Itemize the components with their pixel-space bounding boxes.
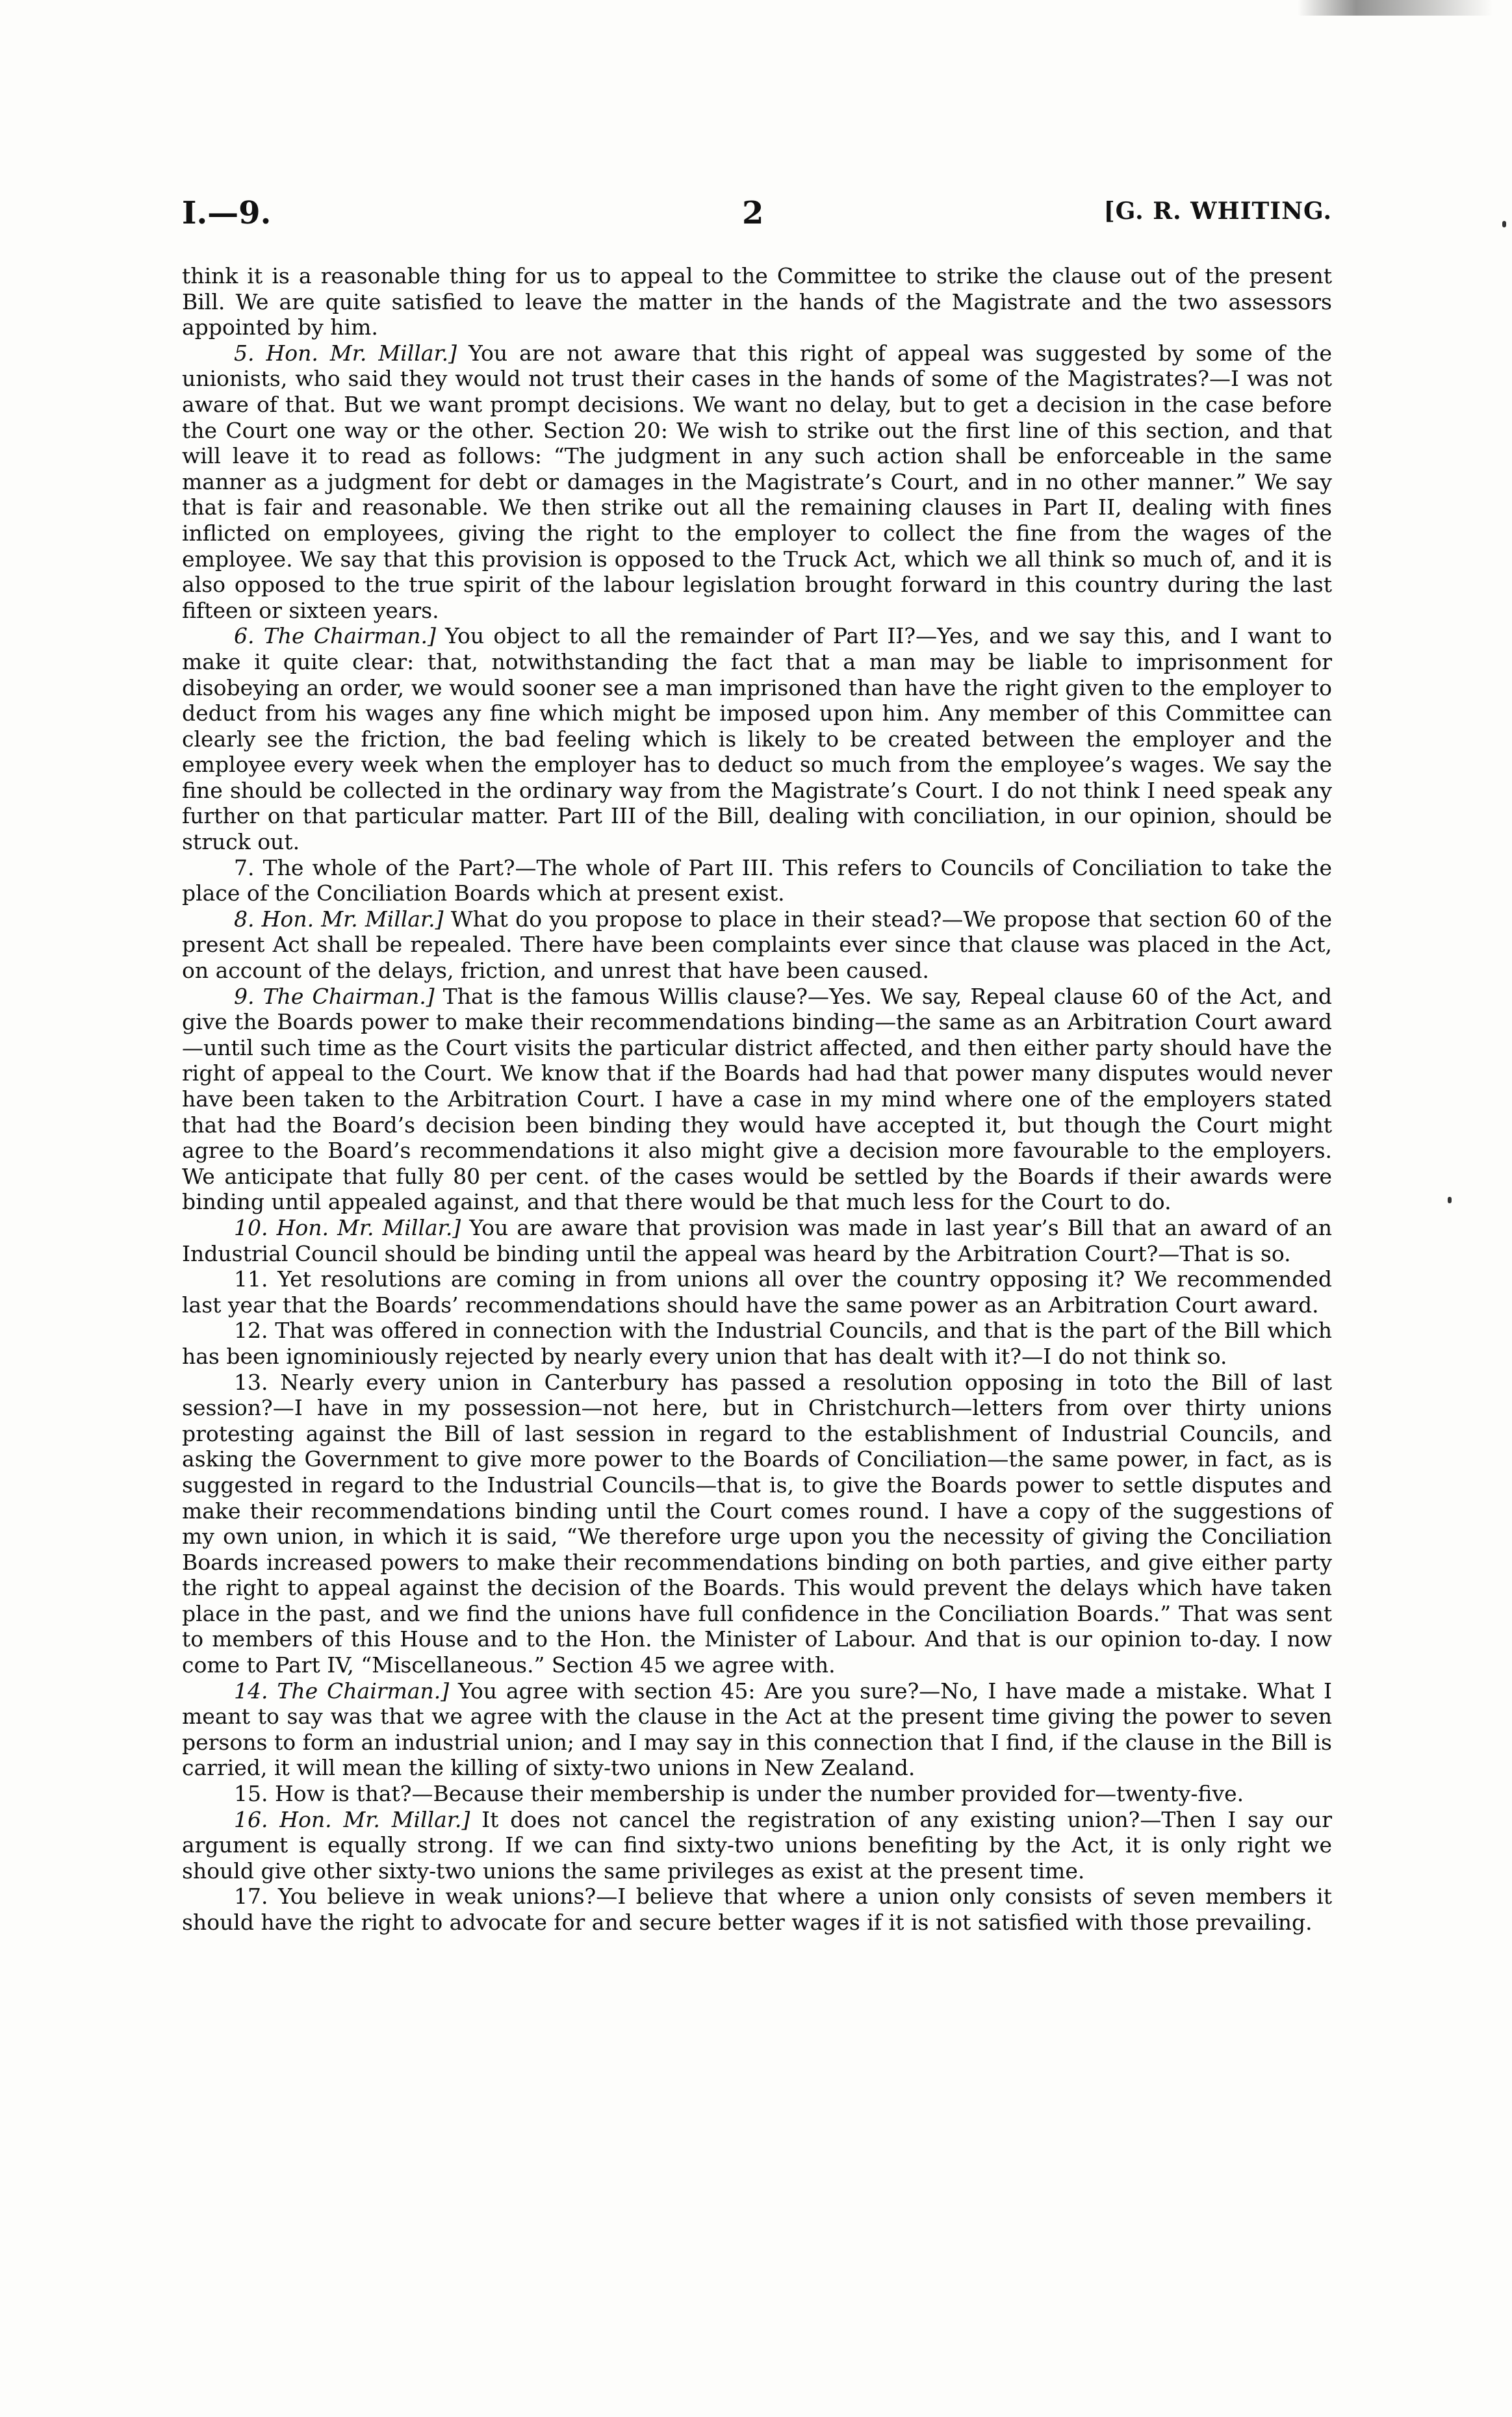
paragraph-17	[182, 1884, 1332, 1935]
paragraph-text: 7. The whole of the Part?—The whole of Part III. This refers to Councils of Conciliation to take the place of the Conciliation Boards which at present exist.	[182, 854, 1332, 906]
paragraph-text: think it is a reasonable thing for us to appeal to the Committee to strike the clause out of the present Bill. We are quite satisfied to leave the matter in the hands of the Magistrate and the two assessors appointed by him.	[182, 263, 1332, 340]
paragraph-text: 13. Nearly every union in Canterbury has passed a resolution opposing in toto the Bill of last session?—I have in my possession—not here, but in Christchurch—letters from over thirty unions protesting against the Bill of last session in regard to the establishment of Industrial Councils, and asking the Government to give more power to the Boards of Conciliation—the same power, in fact, as is suggested in regard to the Industrial Councils—that is, to give the Boards power to settle disputes and make their recommendations binding until the Court comes round. I have a copy of the suggestions of my own union, in which it is said, “We therefore urge upon you the necessity of giving the Conciliation Boards increased powers to make their recommendations binding on both parties, and give either party the right to appeal against the decision of the Boards. This would prevent the delays which have taken place in the past, and we find the unions have full confidence in the Conciliation Boards.” That was sent to members of this House and to the Hon. the Minister of Labour. And that is our opinion to-day. I now come to Part IV, “Miscellaneous.” Section 45 we agree with.	[182, 1369, 1332, 1678]
speaker-label: 14. The Chairman.]	[234, 1678, 450, 1704]
paragraph-text: That is the famous Willis clause?—Yes. We say, Repeal clause 60 of the Act, and give the Boards power to make their recommendations binding—the same as an Arbitration Court award—until such time as the Court visits the particular district affected, and then either party should have the right of appeal to the Court. We know that if the Boards had had that power many disputes would never have been taken to the Arbitration Court. I have a case in my mind where one of the employers stated that had the Board’s decision been binding they would have accepted it, but though the Court might agree to the Board’s recommendations it also might give a decision more favourable to the employers. We anticipate that fully 80 per cent. of the cases would be settled by the Boards if their awards were binding until appealed against, and that there would be that much less for the Court to do.	[182, 983, 1332, 1215]
paragraph-text: 15. How is that?—Because their membership is under the number provided for—twenty-five.	[234, 1781, 1244, 1807]
paragraph-text: You agree with section 45: Are you sure?—No, I have made a mistake. What I meant to say was that we agree with the clause in the Act at the present time giving the power to seven persons to form an industrial union; and I may say in this connection that I find, if the clause in the Bill is carried, it will mean the killing of sixty-two unions in New Zealand.	[182, 1678, 1332, 1781]
page-number: 2	[742, 195, 764, 231]
paragraph-text: 11. Yet resolutions are coming in from unions all over the country opposing it? We recommended last year that the Boards’ recommendations should have the same power as an Arbitration Court award.	[182, 1266, 1332, 1318]
paragraph-continued	[182, 263, 1332, 340]
paragraph-text: 12. That was offered in connection with the Industrial Councils, and that is the part of the Bill which has been ignominiously rejected by nearly every union that has dealt with it?—I do not think so.	[182, 1318, 1332, 1369]
speaker-label: 16. Hon. Mr. Millar.]	[234, 1806, 470, 1832]
paragraph-6	[182, 623, 1332, 854]
page-header	[182, 195, 1332, 253]
speaker-label: 10. Hon. Mr. Millar.]	[234, 1214, 461, 1240]
paragraph-11	[182, 1266, 1332, 1318]
paragraph-15	[182, 1781, 1332, 1807]
paragraph-16	[182, 1807, 1332, 1884]
speaker-label: 5. Hon. Mr. Millar.]	[234, 340, 457, 366]
paragraph-text: You are aware that provision was made in last year’s Bill that an award of an Industrial Council should be binding until the appeal was heard by the Arbitration Court?—That is so.	[182, 1214, 1332, 1266]
paragraph-12	[182, 1318, 1332, 1369]
scan-artifact	[1298, 0, 1493, 16]
paragraph-text: You are not aware that this right of appeal was suggested by some of the unionists, who said they would not trust their cases in the hands of some of the Magistrates?—I was not aware of that. But we want prompt decisions. We want no delay, but to get a decision in the case before the Court one way or the other. Section 20: We wish to strike out the first line of this section, and that will leave it to read as follows: “The judgment in any such action shall be enforceable in the same manner as a judgment for debt or damages in the Magistrate’s Court, and in no other manner.” We say that is fair and reasonable. We then strike out all the remaining clauses in Part II, dealing with fines inflicted on employees, giving the right to the employer to collect the fine from the wages of the employee. We say that this provision is opposed to the Truck Act, which we all think so much of, and it is also opposed to the true spirit of the labour legislation brought forward in this country during the last fifteen or sixteen years.	[182, 340, 1332, 623]
paragraph-5	[182, 340, 1332, 624]
paragraph-10	[182, 1215, 1332, 1266]
speaker-label: 9. The Chairman.]	[234, 983, 435, 1009]
paragraph-7	[182, 855, 1332, 906]
paragraph-text: What do you propose to place in their stead?—We propose that section 60 of the present Act shall be repealed. There have been complaints ever since that clause was placed in the Act, on account of the delays, friction, and unrest that have been caused.	[182, 906, 1332, 984]
paragraph-13	[182, 1370, 1332, 1678]
paragraph-text: It does not cancel the registration of any existing union?—Then I say our argument is equally strong. If we can find sixty-two unions benefiting by the Act, it is only right we should give other sixty-two unions the same privileges as exist at the present time.	[182, 1806, 1332, 1884]
document-reference: I.—9.	[182, 195, 272, 231]
document-body	[182, 263, 1332, 1936]
speaker-label: 8. Hon. Mr. Millar.]	[234, 906, 444, 932]
scan-speck	[1448, 1197, 1452, 1203]
paragraph-text: 17. You believe in weak unions?—I believe that where a union only consists of seven members it should have the right to advocate for and secure better wages if it is not satisfied with those prevailing.	[182, 1884, 1332, 1935]
paragraph-8	[182, 906, 1332, 984]
witness-name: [G. R. WHITING.	[1103, 198, 1332, 225]
paragraph-text: You object to all the remainder of Part II?—Yes, and we say this, and I want to make it quite clear: that, notwithstanding the fact that a man may be liable to imprisonment for disobeying an order, we would sooner see a man imprisoned than have the right given to the employer to deduct from his wages any fine which might be imposed upon him. Any member of this Committee can clearly see the friction, the bad feeling which is likely to be created between the employer and the employee every week when the employer has to deduct so much from the employee’s wages. We say the fine should be collected in the ordinary way from the Magistrate’s Court. I do not think I need speak any further on that particular matter. Part III of the Bill, dealing with conciliation, in our opinion, should be struck out.	[182, 623, 1332, 855]
speaker-label: 6. The Chairman.]	[234, 623, 436, 649]
paragraph-14	[182, 1678, 1332, 1781]
scan-speck	[1502, 221, 1506, 227]
paragraph-9	[182, 984, 1332, 1215]
